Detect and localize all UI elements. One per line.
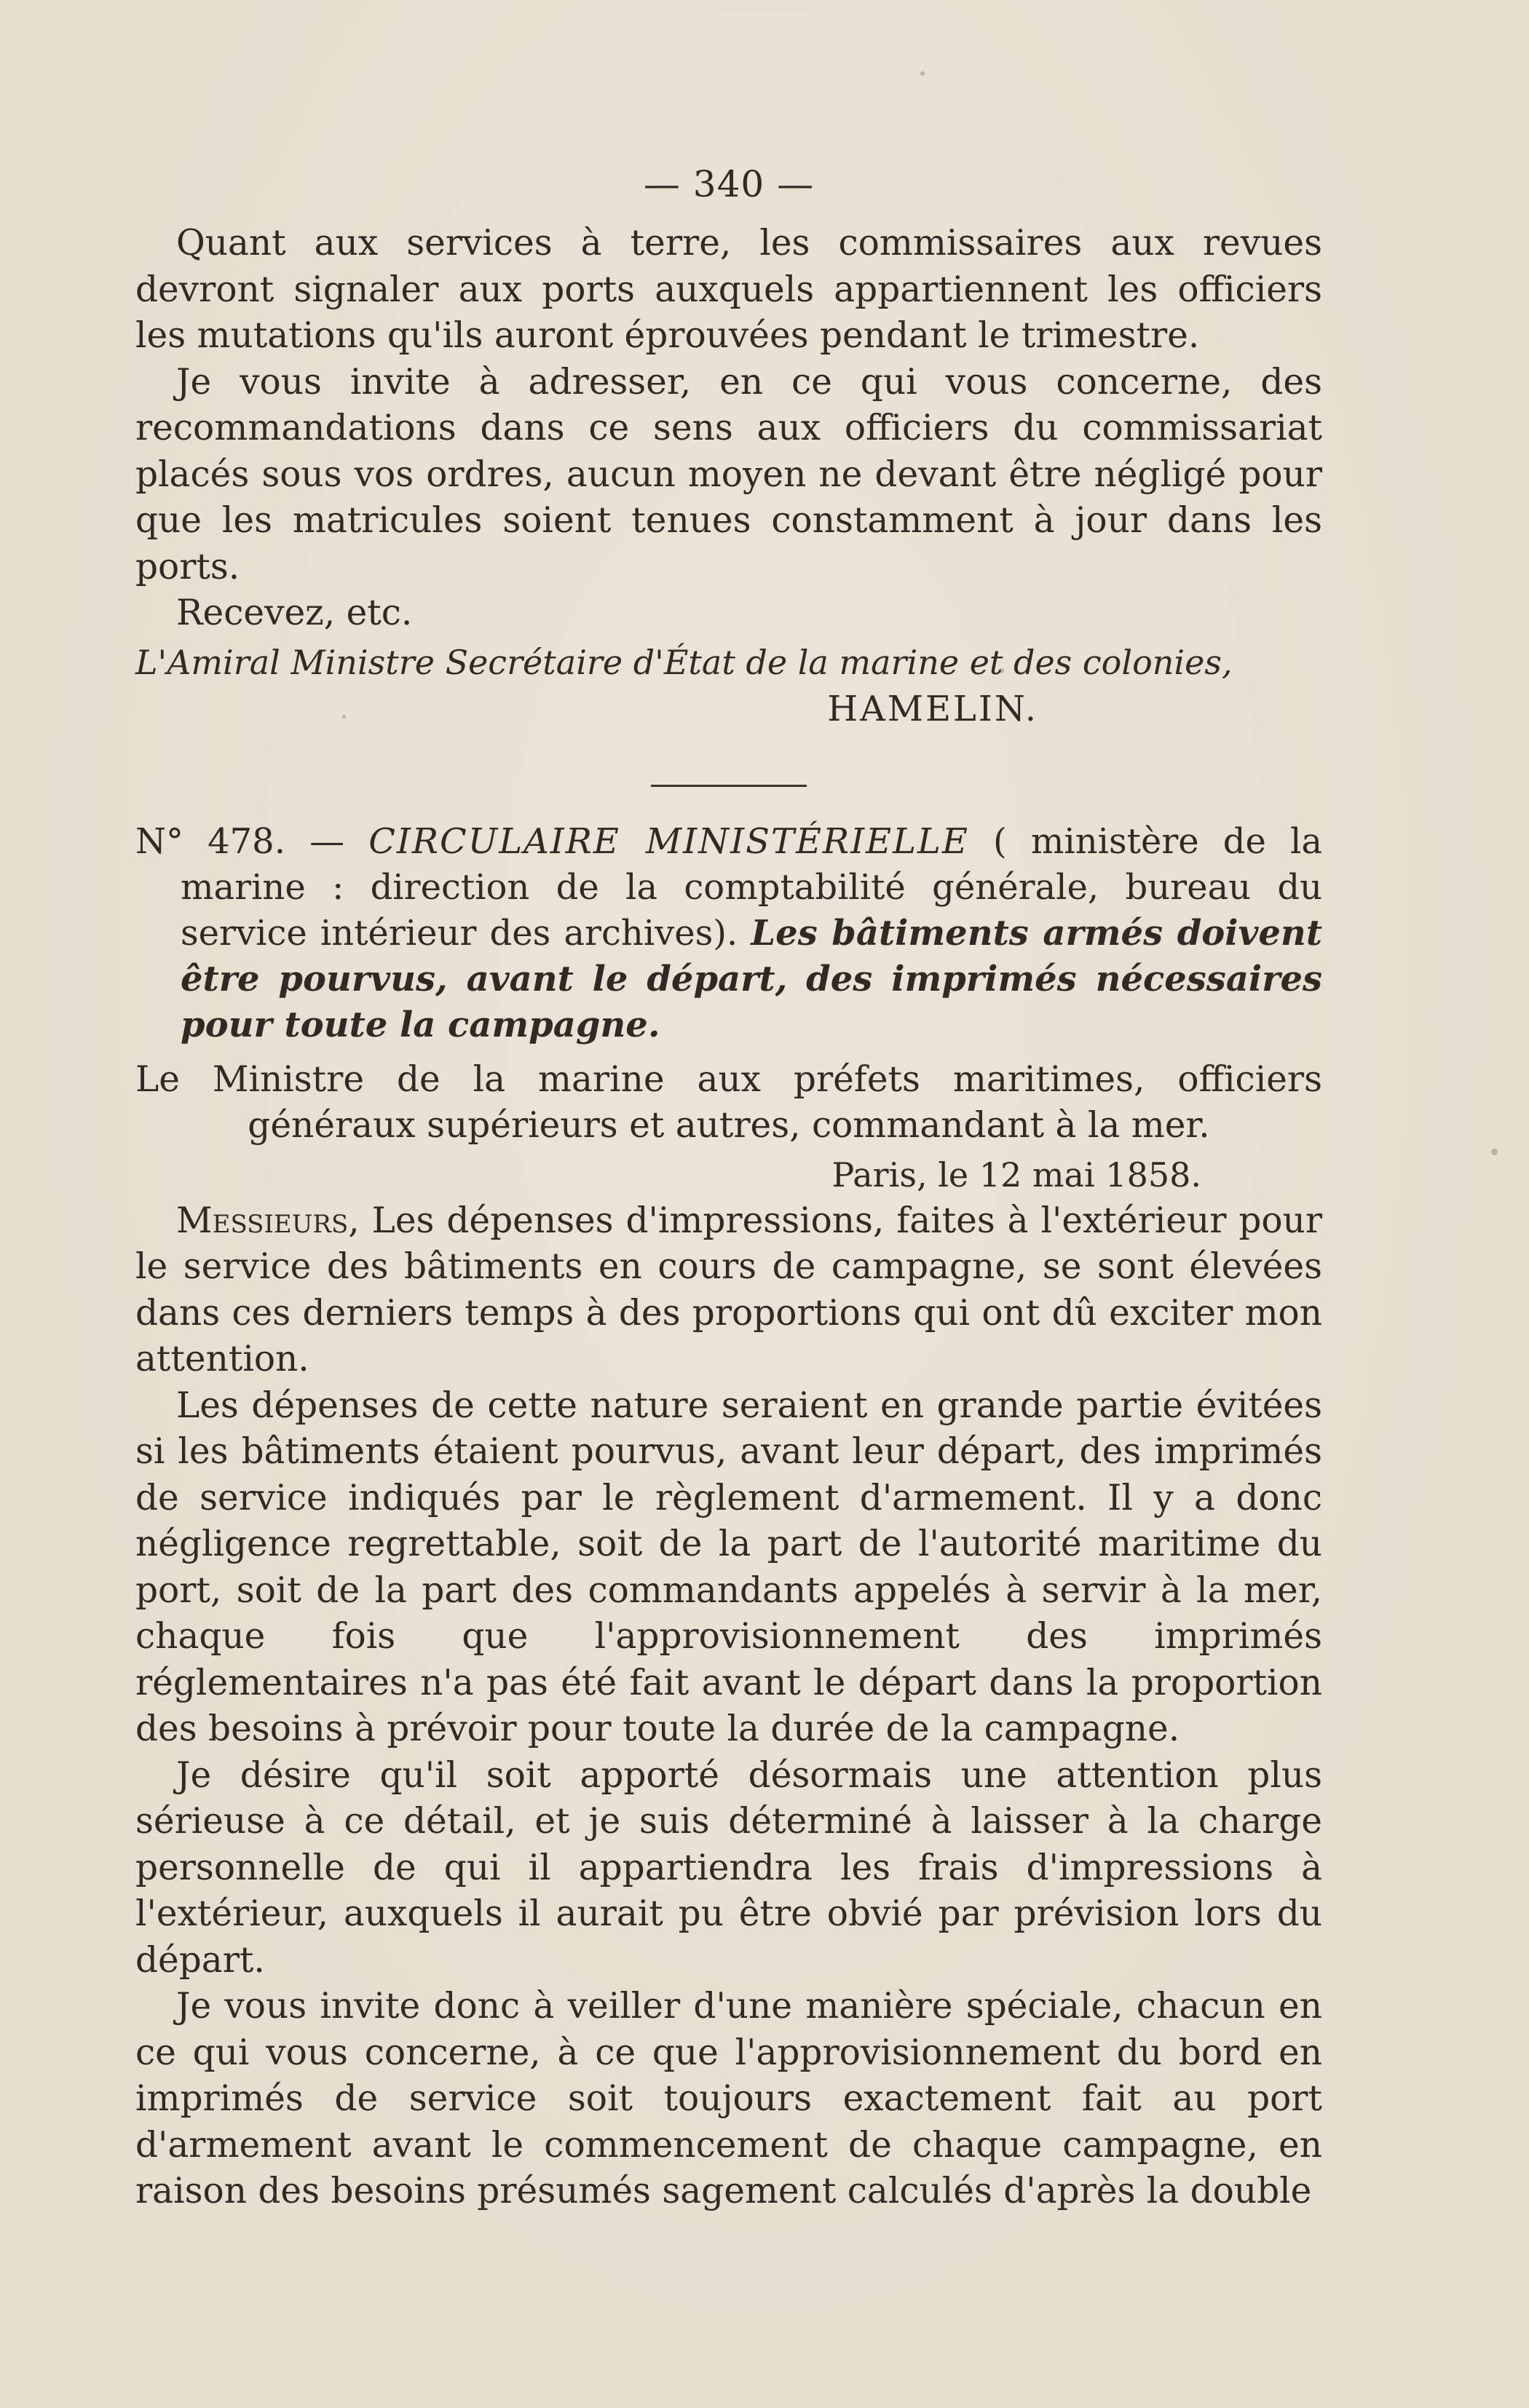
paper-speck: [1491, 1149, 1498, 1155]
paragraph: [135, 1198, 1322, 1383]
salutation: Messieurs,: [176, 1200, 360, 1241]
paragraph: Je vous invite à adresser, en ce qui vous concerne, des recommandations dans ce sens aux officiers du commissariat placés sous vos ordres, aucun moyen ne devant être négligé pour que les matricules soient tenues constamment à jour dans les ports.: [135, 361, 1322, 587]
dateline: Paris, le 12 mai 1858.: [831, 1155, 1201, 1195]
paragraph-text: Les dépenses d'impressions, faites à l'extérieur pour le service des bâtiments en cours de campagne, se sont élevées dans ces derniers temps à des proportions qui ont dû exciter mon attention.: [135, 1200, 1323, 1379]
section-separator: [651, 785, 807, 787]
page-text: [135, 164, 1322, 2215]
paragraph: Je désire qu'il soit apporté désormais une attention plus sérieuse à ce détail, et je suis déterminé à laisser à la charge personnelle de qui il appartiendra les frais d'impressions à l'extérieur, auxquels il aurait pu être obvié par prévision lors du départ.: [135, 1754, 1322, 1981]
circular-number: N° 478. —: [135, 820, 345, 862]
addressee: Le Ministre de la marine aux préfets maritimes, officiers généraux supérieurs et autres, commandant à la mer.: [135, 1058, 1322, 1146]
circular-title: CIRCULAIRE MINISTÉRIELLE: [368, 820, 969, 862]
circular-heading: [135, 819, 1322, 1048]
paragraph: Je vous invite donc à veiller d'une manière spéciale, chacun en ce qui vous concerne, à ce que l'approvisionnement du bord en imprimés de service soit toujours exactement fait au port d'armement avant le commencement de chaque campagne, en raison des besoins présumés sagement calculés d'après la double: [135, 1986, 1322, 2211]
page-number: — 340 —: [643, 163, 815, 205]
signature-title: L'Amiral Ministre Secrétaire d'État de la marine et des colonies,: [135, 642, 1233, 682]
closing-formula: Recevez, etc.: [176, 593, 413, 633]
circular-context: ( ministère de la marine : direction de la comptabilité générale, bureau du service intérieur des archives).: [181, 820, 1322, 954]
circular-summary: Les bâtiments armés doivent être pourvus, avant le départ, des imprimés nécessaires pour toute la campagne.: [181, 912, 1323, 1045]
paragraph: Les dépenses de cette nature seraient en grande partie évitées si les bâtiments étaient pourvus, avant leur départ, des imprimés de service indiqués par le règlement d'armement. Il y a donc négligence regrettable, soit de la part de l'autorité maritime du port, soit de la part des commandants appelés à servir à la mer, chaque fois que l'approvisionnement des imprimés réglementaires n'a pas été fait avant le départ dans la proportion des besoins à prévoir pour toute la durée de la campagne.: [135, 1385, 1322, 1749]
signature-name: HAMELIN.: [827, 688, 1038, 729]
paragraph: Quant aux services à terre, les commissaires aux revues devront signaler aux ports auxquels appartiennent les officiers les mutations qu'ils auront éprouvées pendant le trimestre.: [135, 223, 1322, 356]
paper-speck: [920, 71, 925, 76]
